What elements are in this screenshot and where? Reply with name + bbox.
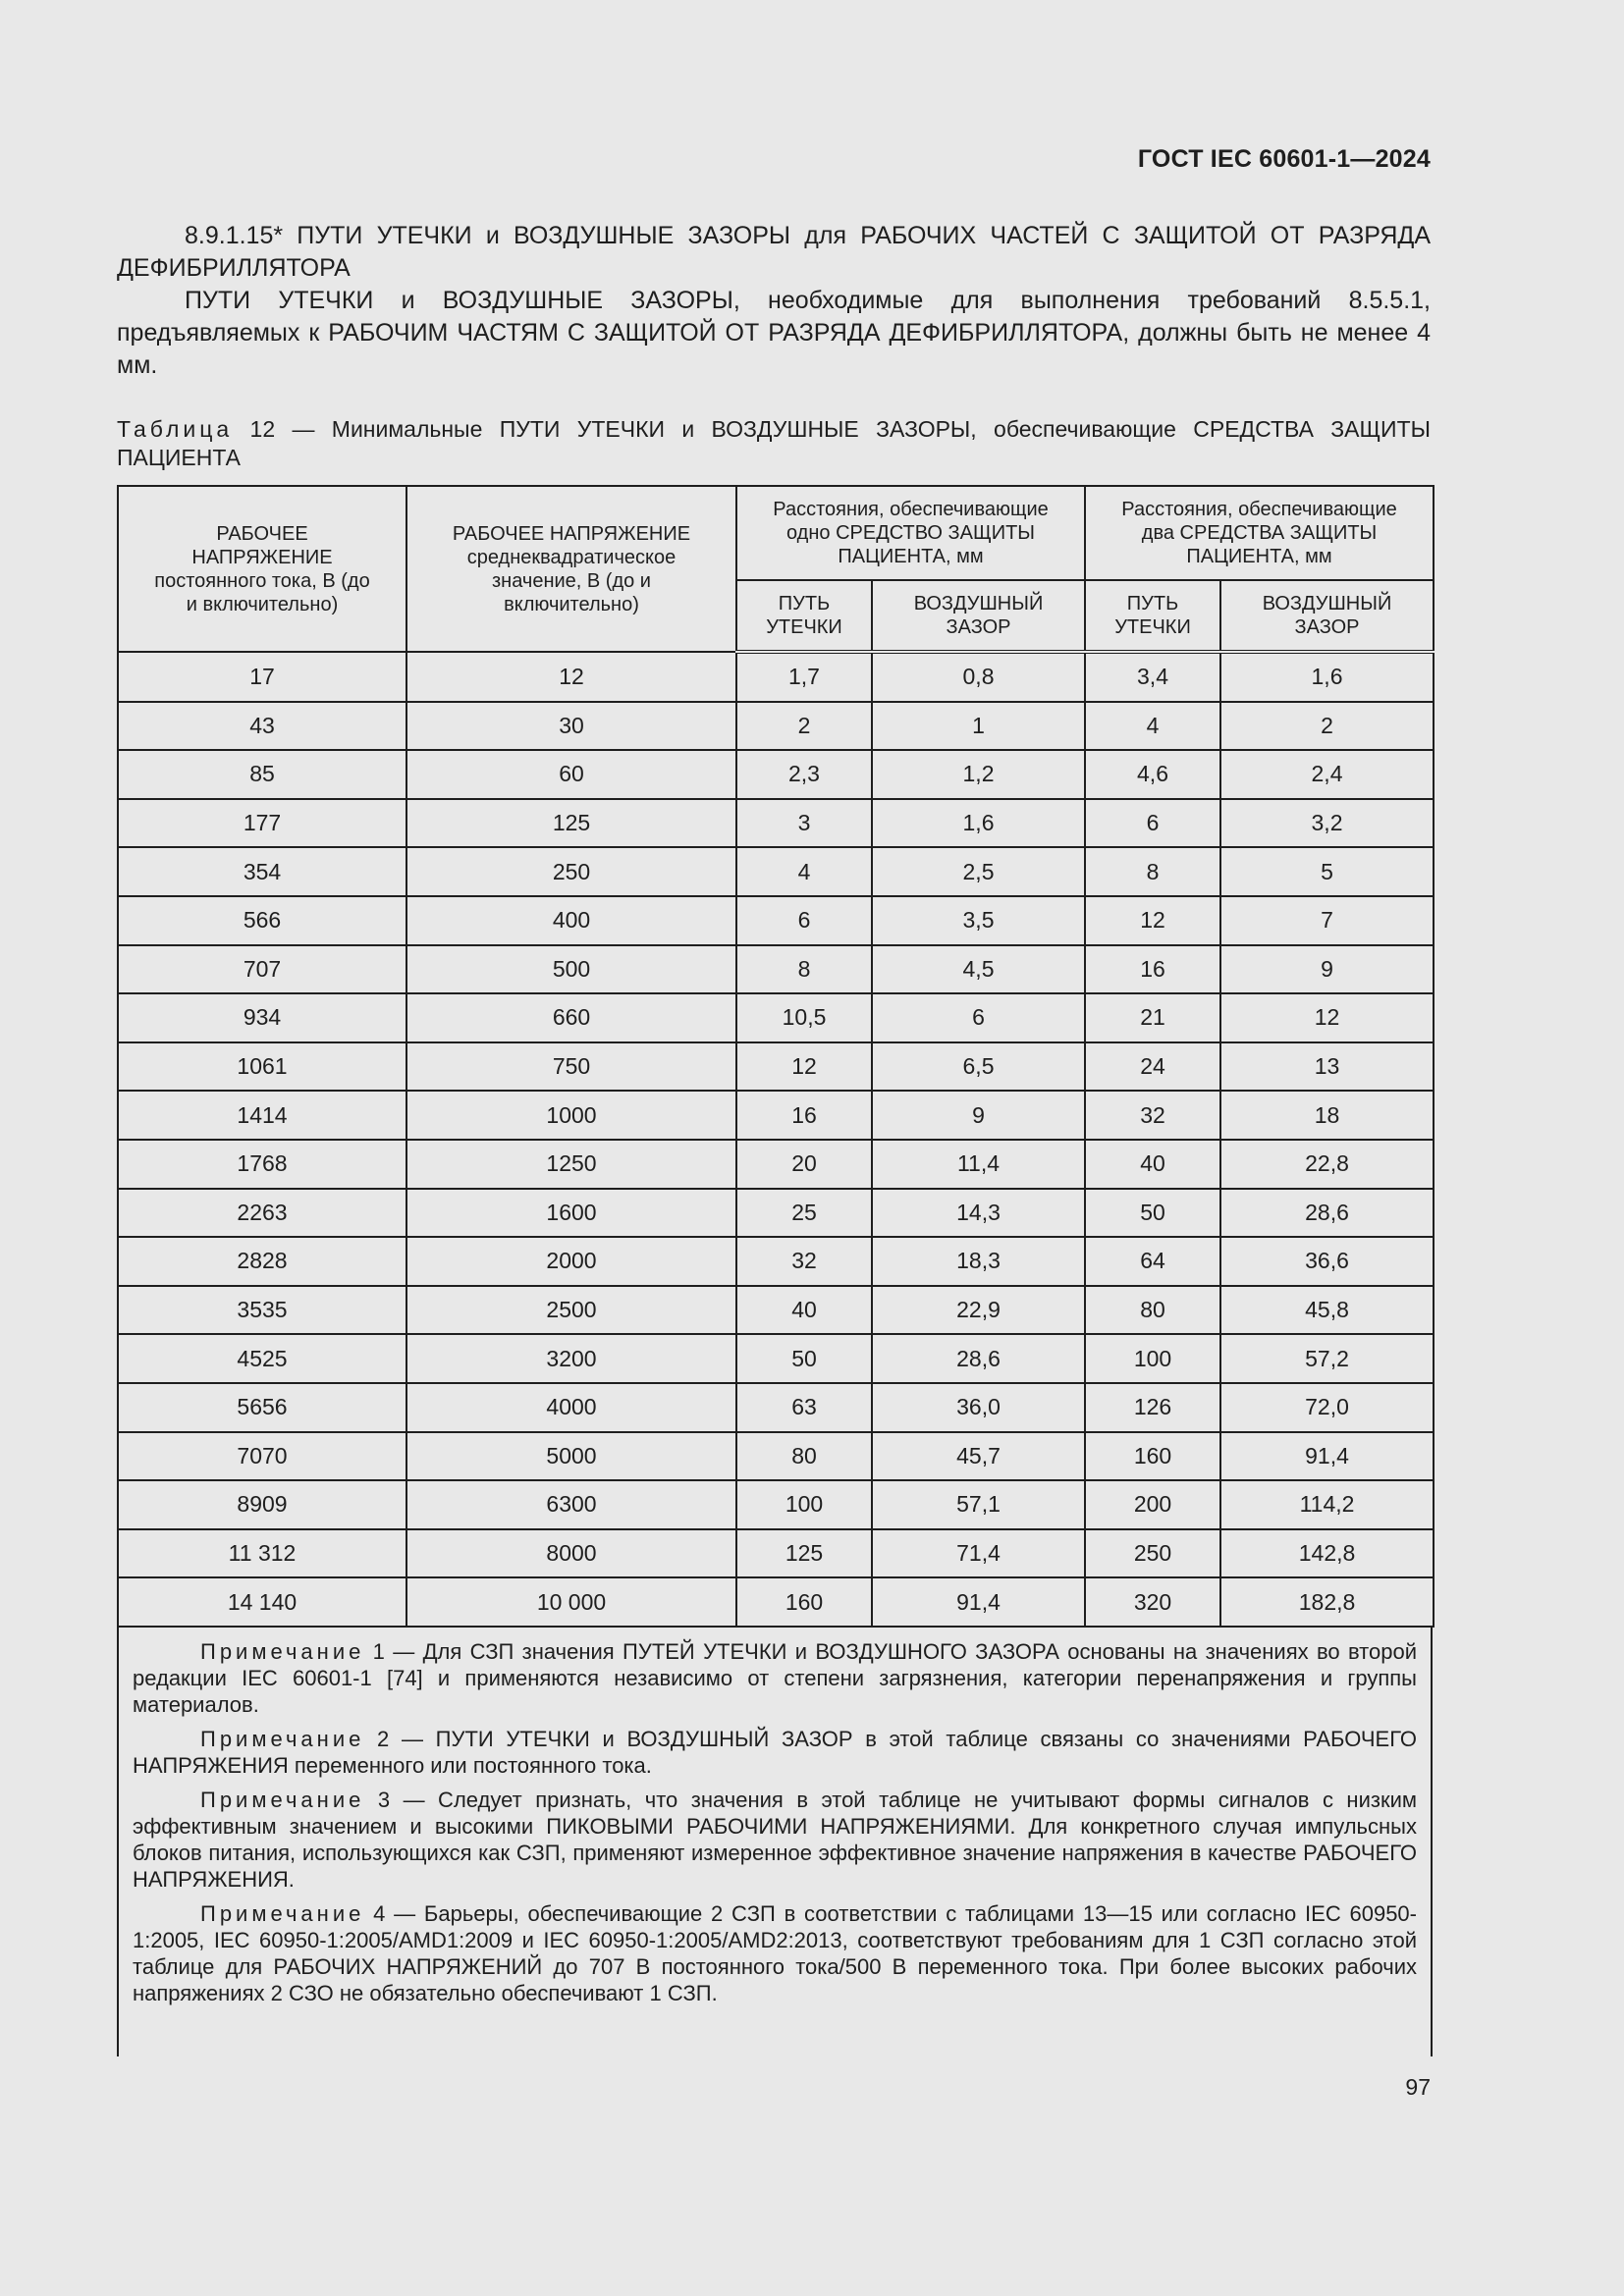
table-cell: 566 <box>118 896 406 945</box>
table-cell: 12 <box>1085 896 1220 945</box>
table-cell: 200 <box>1085 1480 1220 1529</box>
section-title: 8.9.1.15* ПУТИ УТЕЧКИ и ВОЗДУШНЫЕ ЗАЗОРЫ для РАБОЧИХ ЧАСТЕЙ С ЗАЩИТОЙ ОТ РАЗРЯДА ДЕФИБРИЛЛЯТОРА <box>117 222 1431 282</box>
table-caption-text: 12 — Минимальные ПУТИ УТЕЧКИ и ВОЗДУШНЫЕ ЗАЗОРЫ, обеспечивающие СРЕДСТВА ЗАЩИТЫ ПАЦИЕНТА <box>117 416 1431 470</box>
table-row <box>118 702 1434 751</box>
table-cell: 2,3 <box>736 750 872 799</box>
header-creepage-one: ПУТЬ УТЕЧКИ <box>736 580 872 652</box>
table-cell: 3,2 <box>1220 799 1434 848</box>
table-cell: 28,6 <box>872 1334 1085 1383</box>
table-cell: 5656 <box>118 1383 406 1432</box>
table-cell: 6,5 <box>872 1042 1085 1092</box>
table-cell: 9 <box>872 1091 1085 1140</box>
table-cell: 11,4 <box>872 1140 1085 1189</box>
table-cell: 100 <box>736 1480 872 1529</box>
table-notes <box>117 1628 1433 2056</box>
table-row <box>118 1432 1434 1481</box>
table-cell: 16 <box>736 1091 872 1140</box>
table-cell: 50 <box>736 1334 872 1383</box>
table-note <box>133 1638 1417 1718</box>
table-cell: 36,0 <box>872 1383 1085 1432</box>
table-cell: 125 <box>406 799 736 848</box>
note-label: Примечание <box>200 1638 365 1664</box>
table-cell: 43 <box>118 702 406 751</box>
table-cell: 30 <box>406 702 736 751</box>
table-cell: 2 <box>1220 702 1434 751</box>
table-row <box>118 1577 1434 1627</box>
table-caption <box>117 415 1431 472</box>
table-cell: 8 <box>1085 847 1220 896</box>
table-cell: 320 <box>1085 1577 1220 1627</box>
table-cell: 63 <box>736 1383 872 1432</box>
table-cell: 5 <box>1220 847 1434 896</box>
table-cell: 4000 <box>406 1383 736 1432</box>
table-cell: 28,6 <box>1220 1189 1434 1238</box>
table-cell: 13 <box>1220 1042 1434 1092</box>
table-cell: 60 <box>406 750 736 799</box>
table-cell: 1 <box>872 702 1085 751</box>
table-cell: 707 <box>118 945 406 994</box>
table-cell: 142,8 <box>1220 1529 1434 1578</box>
table-cell: 250 <box>1085 1529 1220 1578</box>
table-row <box>118 652 1434 702</box>
table-cell: 91,4 <box>872 1577 1085 1627</box>
table-cell: 100 <box>1085 1334 1220 1383</box>
table-row <box>118 896 1434 945</box>
header-one-mop: Расстояния, обеспечивающие одно СРЕДСТВО ЗАЩИТЫ ПАЦИЕНТА, мм <box>736 486 1085 580</box>
page-number: 97 <box>1405 2074 1431 2100</box>
table-row <box>118 1042 1434 1092</box>
table-cell: 12 <box>736 1042 872 1092</box>
note-label: Примечание <box>200 1900 365 1926</box>
table-cell: 8 <box>736 945 872 994</box>
table-row <box>118 799 1434 848</box>
table-cell: 22,9 <box>872 1286 1085 1335</box>
note-text: 4 — Барьеры, обеспечивающие 2 СЗП в соответствии с таблицами 13—15 или согласно IEC 60950-1:2005, IEC 60950-1:2005/AMD1:2009 и IEC 60950-1:2005/AMD2:2013, соответствуют требованиям для 1 СЗП согласно этой таблице для РАБОЧИХ НАПРЯЖЕНИЙ до 707 В постоянного тока/500 В переменного тока. При более высоких рабочих напряжениях 2 СЗО не обязательно обеспечивают 1 СЗП. <box>133 1900 1417 2005</box>
table-cell: 1768 <box>118 1140 406 1189</box>
table-row <box>118 1140 1434 1189</box>
table-cell: 9 <box>1220 945 1434 994</box>
table-row <box>118 945 1434 994</box>
table-cell: 2000 <box>406 1237 736 1286</box>
table-cell: 18 <box>1220 1091 1434 1140</box>
table-cell: 4 <box>736 847 872 896</box>
table-cell: 4,6 <box>1085 750 1220 799</box>
header-creepage-two: ПУТЬ УТЕЧКИ <box>1085 580 1220 652</box>
table-cell: 3535 <box>118 1286 406 1335</box>
table-cell: 1,6 <box>872 799 1085 848</box>
table-cell: 72,0 <box>1220 1383 1434 1432</box>
table-cell: 354 <box>118 847 406 896</box>
note-text: 1 — Для СЗП значения ПУТЕЙ УТЕЧКИ и ВОЗДУШНОГО ЗАЗОРА основаны на значениях во второй редакции IEC 60601-1 [74] и применяются независимо от степени загрязнения, категории перенапряжения и группы материалов. <box>133 1638 1417 1717</box>
table-cell: 114,2 <box>1220 1480 1434 1529</box>
table-row <box>118 1237 1434 1286</box>
table-cell: 50 <box>1085 1189 1220 1238</box>
header-clearance-two: ВОЗДУШНЫЙ ЗАЗОР <box>1220 580 1434 652</box>
table-cell: 6 <box>736 896 872 945</box>
table-cell: 57,2 <box>1220 1334 1434 1383</box>
table-row <box>118 1334 1434 1383</box>
table-cell: 2263 <box>118 1189 406 1238</box>
table-cell: 6300 <box>406 1480 736 1529</box>
table-cell: 80 <box>1085 1286 1220 1335</box>
note-label: Примечание <box>200 1787 365 1812</box>
table-cell: 14 140 <box>118 1577 406 1627</box>
table-cell: 32 <box>736 1237 872 1286</box>
table-note <box>133 1900 1417 2006</box>
header-rms-voltage: РАБОЧЕЕ НАПРЯЖЕНИЕ среднеквадратическое значение, В (до и включительно) <box>406 486 736 652</box>
document-code: ГОСТ IEC 60601-1—2024 <box>1137 145 1431 173</box>
table-cell: 10,5 <box>736 993 872 1042</box>
table-cell: 2828 <box>118 1237 406 1286</box>
table-cell: 57,1 <box>872 1480 1085 1529</box>
note-label: Примечание <box>200 1726 365 1751</box>
table-cell: 7070 <box>118 1432 406 1481</box>
table-caption-label: Таблица <box>117 416 234 442</box>
table-cell: 45,8 <box>1220 1286 1434 1335</box>
header-clearance-one: ВОЗДУШНЫЙ ЗАЗОР <box>872 580 1085 652</box>
table-cell: 8000 <box>406 1529 736 1578</box>
table-cell: 125 <box>736 1529 872 1578</box>
table-cell: 32 <box>1085 1091 1220 1140</box>
note-text: 2 — ПУТИ УТЕЧКИ и ВОЗДУШНЫЙ ЗАЗОР в этой таблице связаны со значениями РАБОЧЕГО НАПРЯЖЕНИЯ переменного или постоянного тока. <box>133 1726 1417 1778</box>
table-cell: 3 <box>736 799 872 848</box>
table-cell: 1000 <box>406 1091 736 1140</box>
note-text: 3 — Следует признать, что значения в этой таблице не учитывают формы сигналов с низким эффективным значением и высокими ПИКОВЫМИ РАБОЧИМИ НАПРЯЖЕНИЯМИ. Для конкретного случая импульсных блоков питания, использующихся как СЗП, применяют измеренное эффективное значение напряжения в качестве РАБОЧЕГО НАПРЯЖЕНИЯ. <box>133 1787 1417 1892</box>
table-cell: 1,7 <box>736 652 872 702</box>
table-cell: 10 000 <box>406 1577 736 1627</box>
table-note <box>133 1787 1417 1893</box>
header-dc-voltage: РАБОЧЕЕ НАПРЯЖЕНИЕ постоянного тока, В (до и включительно) <box>118 486 406 652</box>
table-cell: 64 <box>1085 1237 1220 1286</box>
table-cell: 20 <box>736 1140 872 1189</box>
table-cell: 400 <box>406 896 736 945</box>
table-cell: 934 <box>118 993 406 1042</box>
table-cell: 3,5 <box>872 896 1085 945</box>
table-cell: 126 <box>1085 1383 1220 1432</box>
table-row <box>118 1383 1434 1432</box>
table-cell: 2,4 <box>1220 750 1434 799</box>
table-cell: 17 <box>118 652 406 702</box>
table-cell: 3200 <box>406 1334 736 1383</box>
table-cell: 1250 <box>406 1140 736 1189</box>
table-cell: 40 <box>736 1286 872 1335</box>
table-cell: 80 <box>736 1432 872 1481</box>
table-cell: 8909 <box>118 1480 406 1529</box>
table-cell: 6 <box>1085 799 1220 848</box>
table-cell: 2,5 <box>872 847 1085 896</box>
table-row <box>118 1189 1434 1238</box>
table-cell: 160 <box>736 1577 872 1627</box>
table-row <box>118 1286 1434 1335</box>
table-cell: 71,4 <box>872 1529 1085 1578</box>
table-cell: 36,6 <box>1220 1237 1434 1286</box>
table-cell: 177 <box>118 799 406 848</box>
table-row <box>118 750 1434 799</box>
table-body <box>118 652 1434 1627</box>
creepage-clearance-table <box>117 485 1435 1628</box>
page-content <box>117 220 1431 2056</box>
table-cell: 4,5 <box>872 945 1085 994</box>
table-cell: 40 <box>1085 1140 1220 1189</box>
table-cell: 750 <box>406 1042 736 1092</box>
table-row <box>118 1529 1434 1578</box>
table-cell: 12 <box>1220 993 1434 1042</box>
table-cell: 25 <box>736 1189 872 1238</box>
table-cell: 14,3 <box>872 1189 1085 1238</box>
section-body: ПУТИ УТЕЧКИ и ВОЗДУШНЫЕ ЗАЗОРЫ, необходимые для выполнения требований 8.5.5.1, предъявляемых к РАБОЧИМ ЧАСТЯМ С ЗАЩИТОЙ ОТ РАЗРЯДА ДЕФИБРИЛЛЯТОРА, должны быть не менее 4 мм. <box>117 287 1431 379</box>
table-row <box>118 1091 1434 1140</box>
header-two-mop: Расстояния, обеспечивающие два СРЕДСТВА ЗАЩИТЫ ПАЦИЕНТА, мм <box>1085 486 1434 580</box>
table-cell: 18,3 <box>872 1237 1085 1286</box>
table-note <box>133 1726 1417 1779</box>
table-cell: 2 <box>736 702 872 751</box>
table-cell: 11 312 <box>118 1529 406 1578</box>
table-cell: 4 <box>1085 702 1220 751</box>
table-cell: 91,4 <box>1220 1432 1434 1481</box>
table-cell: 1414 <box>118 1091 406 1140</box>
table-cell: 1061 <box>118 1042 406 1092</box>
table-cell: 660 <box>406 993 736 1042</box>
table-cell: 45,7 <box>872 1432 1085 1481</box>
table-cell: 2500 <box>406 1286 736 1335</box>
table-cell: 24 <box>1085 1042 1220 1092</box>
table-cell: 4525 <box>118 1334 406 1383</box>
table-cell: 85 <box>118 750 406 799</box>
table-cell: 7 <box>1220 896 1434 945</box>
table-row <box>118 847 1434 896</box>
table-cell: 12 <box>406 652 736 702</box>
table-cell: 1,6 <box>1220 652 1434 702</box>
table-cell: 22,8 <box>1220 1140 1434 1189</box>
table-cell: 0,8 <box>872 652 1085 702</box>
table-row <box>118 1480 1434 1529</box>
table-cell: 1,2 <box>872 750 1085 799</box>
table-cell: 182,8 <box>1220 1577 1434 1627</box>
table-cell: 16 <box>1085 945 1220 994</box>
table-cell: 250 <box>406 847 736 896</box>
table-cell: 500 <box>406 945 736 994</box>
table-cell: 3,4 <box>1085 652 1220 702</box>
table-cell: 5000 <box>406 1432 736 1481</box>
table-cell: 6 <box>872 993 1085 1042</box>
table-cell: 1600 <box>406 1189 736 1238</box>
table-cell: 160 <box>1085 1432 1220 1481</box>
table-cell: 21 <box>1085 993 1220 1042</box>
table-row <box>118 993 1434 1042</box>
